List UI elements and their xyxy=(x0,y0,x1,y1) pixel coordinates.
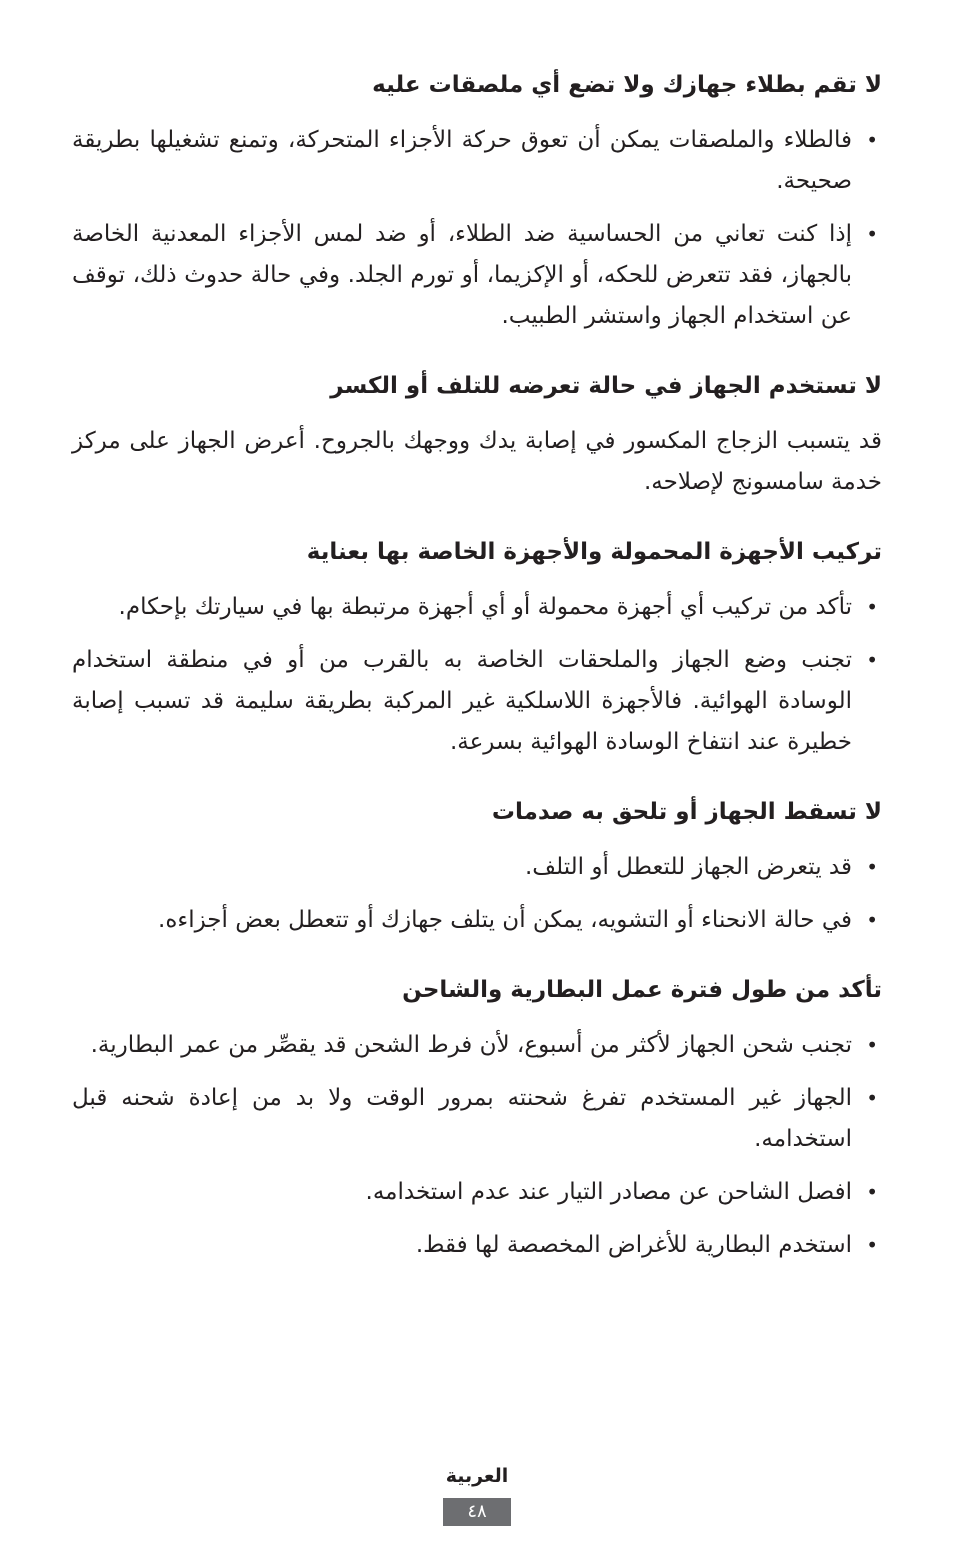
bullet-list xyxy=(72,847,882,941)
section-heading: تأكد من طول فترة عمل البطارية والشاحن xyxy=(402,977,882,1003)
list-item: • تأكد من تركيب أي أجهزة محمولة أو أي أجهزة مرتبطة بها في سيارتك بإحكام. xyxy=(72,587,882,628)
section-heading: لا تقم بطلاء جهازك ولا تضع أي ملصقات عليه xyxy=(372,72,882,98)
section-battery-life xyxy=(72,973,882,1266)
list-item: • تجنب شحن الجهاز لأكثر من أسبوع، لأن فرط الشحن قد يقصِّر من عمر البطارية. xyxy=(72,1025,882,1066)
section-paragraph: قد يتسبب الزجاج المكسور في إصابة يدك ووجهك بالجروح. أعرض الجهاز على مركز خدمة سامسونج لإصلاحه. xyxy=(72,428,882,495)
section-heading: تركيب الأجهزة المحمولة والأجهزة الخاصة بها بعناية xyxy=(306,539,882,565)
list-item: • تجنب وضع الجهاز والملحقات الخاصة به بالقرب من أو في منطقة استخدام الوسادة الهوائية. فالأجهزة اللاسلكية غير المركبة بطريقة سليمة قد تسبب إصابة خطيرة عند انتفاخ الوسادة الهوائية بسرعة. xyxy=(72,640,882,763)
list-item: • استخدم البطارية للأغراض المخصصة لها فقط. xyxy=(72,1225,882,1266)
bullet-list xyxy=(72,120,882,337)
section-heading: لا تسقط الجهاز أو تلحق به صدمات xyxy=(491,799,882,825)
list-item: • افصل الشاحن عن مصادر التيار عند عدم استخدامه. xyxy=(72,1172,882,1213)
section-no-paint xyxy=(72,68,882,337)
section-heading: لا تستخدم الجهاز في حالة تعرضه للتلف أو الكسر xyxy=(330,373,882,399)
list-item: • إذا كنت تعاني من الحساسية ضد الطلاء، أو ضد لمس الأجزاء المعدنية الخاصة بالجهاز، فقد تتعرض للحكه، أو الإكزيما، أو تورم الجلد. وفي حالة حدوث ذلك، توقف عن استخدام الجهاز واستشر الطبيب. xyxy=(72,214,882,337)
page-number: ٤٨ xyxy=(443,1498,511,1526)
bullet-list xyxy=(72,587,882,763)
section-mobile-install xyxy=(72,535,882,763)
language-label: العربية xyxy=(445,1465,509,1487)
list-item: • فالطلاء والملصقات يمكن أن تعوق حركة الأجزاء المتحركة، وتمنع تشغيلها بطريقة صحيحة. xyxy=(72,120,882,202)
bullet-list xyxy=(72,1025,882,1266)
list-item: • في حالة الانحناء أو التشويه، يمكن أن يتلف جهازك أو تتعطل بعض أجزاءه. xyxy=(72,900,882,941)
page-footer xyxy=(0,1462,954,1526)
list-item: • قد يتعرض الجهاز للتعطل أو التلف. xyxy=(72,847,882,888)
section-damaged-device xyxy=(72,369,882,503)
section-no-drop xyxy=(72,795,882,941)
page-content xyxy=(72,68,882,1278)
list-item: • الجهاز غير المستخدم تفرغ شحنته بمرور الوقت ولا بد من إعادة شحنه قبل استخدامه. xyxy=(72,1078,882,1160)
